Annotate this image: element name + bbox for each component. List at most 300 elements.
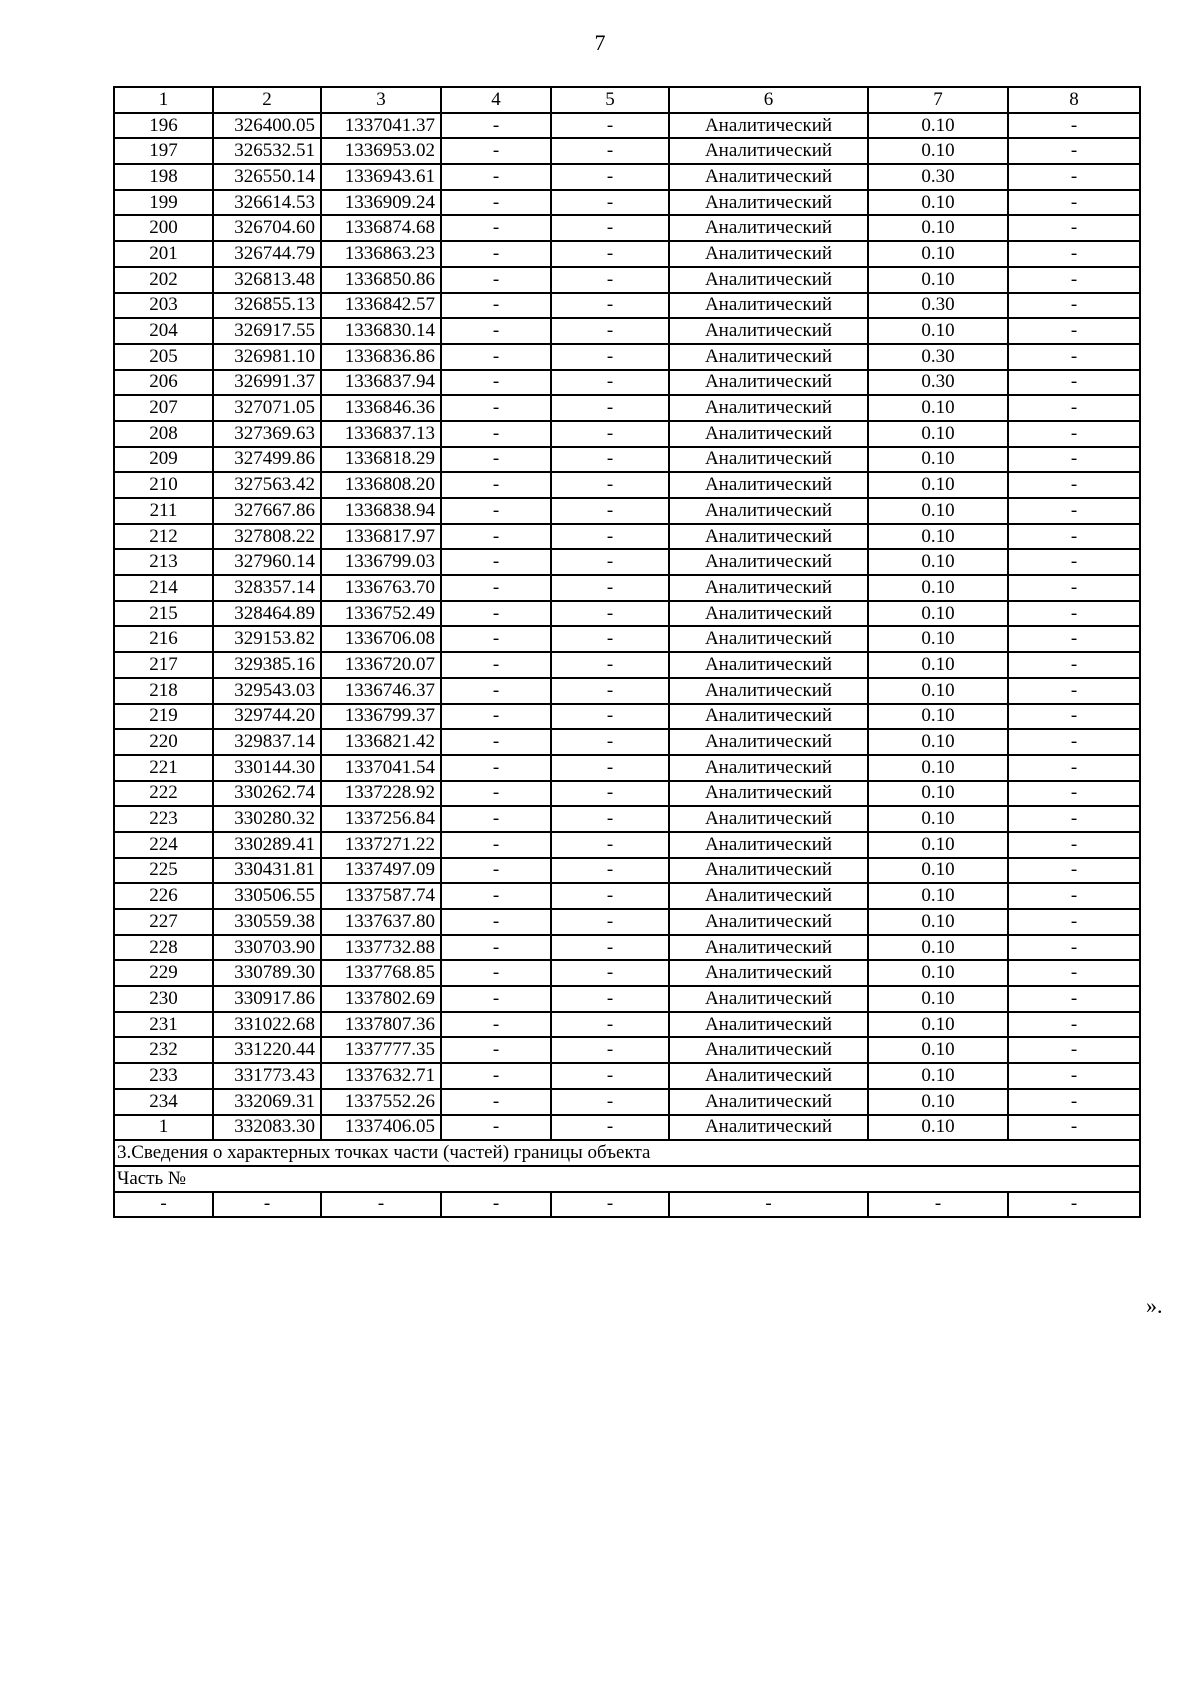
table-cell: -: [551, 729, 669, 755]
table-cell: 7: [868, 87, 1008, 113]
table-cell: 330262.74: [213, 781, 321, 807]
table-cell: 219: [114, 704, 213, 730]
table-cell: Аналитический: [669, 806, 868, 832]
table-row: [114, 960, 1140, 986]
table-cell: 225: [114, 858, 213, 884]
table-cell: 199: [114, 190, 213, 216]
table-cell: -: [551, 755, 669, 781]
table-cell: 1336874.68: [321, 215, 441, 241]
table-cell: 1337807.36: [321, 1012, 441, 1038]
table-cell: Аналитический: [669, 318, 868, 344]
table-cell: 0.30: [868, 164, 1008, 190]
table-cell: 1336850.86: [321, 267, 441, 293]
table-cell: 231: [114, 1012, 213, 1038]
table-cell: -: [441, 190, 551, 216]
table-cell: 330289.41: [213, 832, 321, 858]
section-title-row: [114, 1140, 1140, 1166]
table-cell: 329385.16: [213, 652, 321, 678]
table-cell: -: [1008, 138, 1140, 164]
table-cell: -: [551, 318, 669, 344]
table-cell: 1336830.14: [321, 318, 441, 344]
table-row: [114, 190, 1140, 216]
table-row: [114, 986, 1140, 1012]
table-cell: 0.10: [868, 909, 1008, 935]
section-title-row-text: 3.Сведения о характерных точках части (частей) границы объекта: [114, 1140, 1140, 1166]
table-cell: 0.10: [868, 1089, 1008, 1115]
table-cell: -: [551, 524, 669, 550]
table-cell: -: [551, 652, 669, 678]
table-cell: -: [441, 113, 551, 139]
table-row: [114, 1063, 1140, 1089]
coordinates-table: [113, 86, 1141, 1218]
table-cell: Аналитический: [669, 370, 868, 396]
table-cell: -: [551, 472, 669, 498]
table-cell: -: [1008, 344, 1140, 370]
table-cell: -: [551, 498, 669, 524]
table-cell: 327808.22: [213, 524, 321, 550]
table-cell: 228: [114, 935, 213, 961]
table-cell: -: [441, 678, 551, 704]
table-cell: -: [551, 293, 669, 319]
table-cell: 1336836.86: [321, 344, 441, 370]
table-cell: -: [551, 215, 669, 241]
table-cell: 0.10: [868, 781, 1008, 807]
table-cell: 326917.55: [213, 318, 321, 344]
table-cell: Аналитический: [669, 472, 868, 498]
table-cell: -: [1008, 1037, 1140, 1063]
table-cell: -: [1008, 370, 1140, 396]
table-cell: -: [1008, 421, 1140, 447]
empty-part-row: [114, 1192, 1140, 1218]
table-row: [114, 601, 1140, 627]
table-cell: Аналитический: [669, 344, 868, 370]
table-cell: 208: [114, 421, 213, 447]
table-cell: Аналитический: [669, 395, 868, 421]
table-row: [114, 447, 1140, 473]
table-cell: -: [551, 1063, 669, 1089]
table-cell: 1337228.92: [321, 781, 441, 807]
table-cell: -: [441, 781, 551, 807]
table-cell: -: [551, 395, 669, 421]
table-cell: 2: [213, 87, 321, 113]
table-cell: -: [1008, 678, 1140, 704]
table-cell: -: [441, 395, 551, 421]
table-cell: 329744.20: [213, 704, 321, 730]
table-cell: 232: [114, 1037, 213, 1063]
table-row: [114, 678, 1140, 704]
table-cell: 0.10: [868, 421, 1008, 447]
table-cell: 1336837.13: [321, 421, 441, 447]
table-cell: Аналитический: [669, 909, 868, 935]
table-cell: 0.10: [868, 858, 1008, 884]
table-row: [114, 729, 1140, 755]
table-cell: 1337587.74: [321, 883, 441, 909]
table-cell: -: [1008, 652, 1140, 678]
table-cell: -: [551, 447, 669, 473]
table-cell: Аналитический: [669, 113, 868, 139]
table-cell: 327960.14: [213, 549, 321, 575]
part-label-row: [114, 1166, 1140, 1192]
table-cell: -: [441, 626, 551, 652]
table-cell: 328357.14: [213, 575, 321, 601]
table-cell: Аналитический: [669, 960, 868, 986]
table-cell: -: [114, 1192, 213, 1218]
table-cell: 1336838.94: [321, 498, 441, 524]
table-cell: 0.10: [868, 113, 1008, 139]
table-row: [114, 164, 1140, 190]
table-cell: -: [551, 113, 669, 139]
table-cell: -: [551, 678, 669, 704]
table-row: [114, 267, 1140, 293]
table-cell: 209: [114, 447, 213, 473]
table-cell: 200: [114, 215, 213, 241]
table-row: [114, 498, 1140, 524]
table-cell: -: [441, 215, 551, 241]
table-cell: 1336842.57: [321, 293, 441, 319]
table-cell: Аналитический: [669, 858, 868, 884]
table-row: [114, 318, 1140, 344]
table-cell: -: [1008, 575, 1140, 601]
table-cell: -: [441, 293, 551, 319]
table-cell: 1336817.97: [321, 524, 441, 550]
table-cell: Аналитический: [669, 1037, 868, 1063]
table-cell: 0.10: [868, 267, 1008, 293]
table-row: [114, 370, 1140, 396]
table-cell: -: [441, 960, 551, 986]
table-cell: 207: [114, 395, 213, 421]
table-cell: 332069.31: [213, 1089, 321, 1115]
table-cell: -: [551, 267, 669, 293]
table-cell: 329153.82: [213, 626, 321, 652]
table-cell: 1336909.24: [321, 190, 441, 216]
table-cell: Аналитический: [669, 1063, 868, 1089]
table-cell: -: [441, 421, 551, 447]
table-cell: -: [441, 986, 551, 1012]
table-cell: -: [1008, 293, 1140, 319]
table-cell: Аналитический: [669, 164, 868, 190]
table-row: [114, 344, 1140, 370]
table-cell: 1336720.07: [321, 652, 441, 678]
table-cell: Аналитический: [669, 729, 868, 755]
table-cell: -: [1008, 1115, 1140, 1141]
table-cell: 206: [114, 370, 213, 396]
table-cell: 326991.37: [213, 370, 321, 396]
table-cell: -: [441, 370, 551, 396]
table-cell: Аналитический: [669, 524, 868, 550]
table-row: [114, 909, 1140, 935]
table-cell: -: [441, 704, 551, 730]
table-cell: -: [551, 909, 669, 935]
table-header-row: [114, 87, 1140, 113]
table-cell: Аналитический: [669, 935, 868, 961]
table-cell: -: [441, 318, 551, 344]
table-cell: 1337497.09: [321, 858, 441, 884]
table-cell: 6: [669, 87, 868, 113]
table-cell: Аналитический: [669, 190, 868, 216]
table-cell: -: [551, 601, 669, 627]
table-cell: 220: [114, 729, 213, 755]
table-cell: -: [1008, 883, 1140, 909]
table-cell: Аналитический: [669, 678, 868, 704]
table-row: [114, 755, 1140, 781]
table-cell: 0.10: [868, 986, 1008, 1012]
table-cell: 213: [114, 549, 213, 575]
table-cell: -: [551, 960, 669, 986]
table-cell: -: [551, 421, 669, 447]
table-row: [114, 113, 1140, 139]
table-row: [114, 472, 1140, 498]
table-cell: 216: [114, 626, 213, 652]
table-cell: -: [441, 806, 551, 832]
table-cell: -: [1008, 113, 1140, 139]
table-cell: 1: [114, 87, 213, 113]
table-cell: 3: [321, 87, 441, 113]
table-cell: 196: [114, 113, 213, 139]
table-cell: 1336846.36: [321, 395, 441, 421]
table-cell: -: [441, 883, 551, 909]
table-cell: 329837.14: [213, 729, 321, 755]
table-cell: 203: [114, 293, 213, 319]
table-cell: 0.10: [868, 447, 1008, 473]
table-cell: 1336808.20: [321, 472, 441, 498]
table-cell: -: [669, 1192, 868, 1218]
table-cell: 0.10: [868, 652, 1008, 678]
table-cell: 222: [114, 781, 213, 807]
table-cell: -: [1008, 549, 1140, 575]
table-cell: Аналитический: [669, 781, 868, 807]
table-cell: -: [551, 626, 669, 652]
table-cell: 0.10: [868, 318, 1008, 344]
table-cell: 1337041.54: [321, 755, 441, 781]
table-cell: 0.10: [868, 524, 1008, 550]
table-cell: 0.10: [868, 755, 1008, 781]
table-cell: 1336763.70: [321, 575, 441, 601]
table-cell: -: [1008, 395, 1140, 421]
table-cell: -: [441, 1115, 551, 1141]
table-cell: -: [1008, 601, 1140, 627]
table-cell: 0.10: [868, 395, 1008, 421]
table-cell: -: [551, 781, 669, 807]
table-cell: -: [441, 549, 551, 575]
table-cell: Аналитический: [669, 883, 868, 909]
table-cell: 0.30: [868, 293, 1008, 319]
table-cell: -: [1008, 1089, 1140, 1115]
table-cell: 210: [114, 472, 213, 498]
table-cell: 0.30: [868, 370, 1008, 396]
table-cell: 1337041.37: [321, 113, 441, 139]
table-cell: 1336943.61: [321, 164, 441, 190]
table-cell: Аналитический: [669, 1115, 868, 1141]
table-cell: 327071.05: [213, 395, 321, 421]
table-row: [114, 781, 1140, 807]
table-row: [114, 575, 1140, 601]
table-cell: 0.10: [868, 190, 1008, 216]
table-cell: 326704.60: [213, 215, 321, 241]
table-cell: 330144.30: [213, 755, 321, 781]
table-cell: 330917.86: [213, 986, 321, 1012]
table-cell: Аналитический: [669, 293, 868, 319]
table-row: [114, 832, 1140, 858]
table-row: [114, 1037, 1140, 1063]
table-cell: -: [551, 138, 669, 164]
table-cell: 331773.43: [213, 1063, 321, 1089]
table-cell: Аналитический: [669, 267, 868, 293]
table-cell: 223: [114, 806, 213, 832]
table-row: [114, 704, 1140, 730]
closing-quote-mark: ».: [1146, 1293, 1163, 1318]
table-cell: -: [441, 267, 551, 293]
table-cell: -: [1008, 164, 1140, 190]
table-cell: 1337732.88: [321, 935, 441, 961]
table-cell: -: [551, 549, 669, 575]
table-row: [114, 858, 1140, 884]
table-cell: Аналитический: [669, 215, 868, 241]
table-cell: 327563.42: [213, 472, 321, 498]
table-cell: -: [321, 1192, 441, 1218]
table-cell: -: [441, 652, 551, 678]
table-cell: -: [1008, 755, 1140, 781]
table-cell: 326532.51: [213, 138, 321, 164]
table-cell: -: [1008, 1012, 1140, 1038]
table-cell: -: [1008, 858, 1140, 884]
table-cell: 1336863.23: [321, 241, 441, 267]
table-cell: Аналитический: [669, 1089, 868, 1115]
table-cell: 1337632.71: [321, 1063, 441, 1089]
table-cell: 215: [114, 601, 213, 627]
table-cell: Аналитический: [669, 575, 868, 601]
table-cell: -: [1008, 215, 1140, 241]
table-cell: 227: [114, 909, 213, 935]
table-cell: 201: [114, 241, 213, 267]
table-cell: 0.10: [868, 575, 1008, 601]
table-cell: 1337256.84: [321, 806, 441, 832]
table-cell: 328464.89: [213, 601, 321, 627]
table-cell: 1336821.42: [321, 729, 441, 755]
table-cell: -: [1008, 498, 1140, 524]
table-cell: 0.10: [868, 1012, 1008, 1038]
table-cell: 332083.30: [213, 1115, 321, 1141]
table-cell: 327667.86: [213, 498, 321, 524]
table-cell: -: [1008, 1063, 1140, 1089]
table-cell: 0.10: [868, 832, 1008, 858]
table-cell: 0.10: [868, 1063, 1008, 1089]
table-cell: 202: [114, 267, 213, 293]
table-cell: Аналитический: [669, 986, 868, 1012]
table-cell: 326855.13: [213, 293, 321, 319]
table-cell: 0.10: [868, 472, 1008, 498]
table-cell: 1337802.69: [321, 986, 441, 1012]
table-cell: 218: [114, 678, 213, 704]
table-cell: -: [551, 858, 669, 884]
table-row: [114, 1089, 1140, 1115]
table-row: [114, 215, 1140, 241]
table-cell: -: [1008, 986, 1140, 1012]
table-cell: 326981.10: [213, 344, 321, 370]
table-cell: -: [441, 1037, 551, 1063]
table-cell: 1337406.05: [321, 1115, 441, 1141]
table-cell: 327499.86: [213, 447, 321, 473]
table-cell: 330559.38: [213, 909, 321, 935]
table-cell: 0.10: [868, 601, 1008, 627]
part-label-row-text: Часть №: [114, 1166, 1140, 1192]
table-cell: Аналитический: [669, 241, 868, 267]
table-cell: 217: [114, 652, 213, 678]
table-cell: 233: [114, 1063, 213, 1089]
table-cell: 326744.79: [213, 241, 321, 267]
table-cell: 5: [551, 87, 669, 113]
table-row: [114, 421, 1140, 447]
table-cell: 198: [114, 164, 213, 190]
table-row: [114, 549, 1140, 575]
table-cell: 1336818.29: [321, 447, 441, 473]
table-cell: -: [551, 1037, 669, 1063]
table-cell: -: [1008, 704, 1140, 730]
table-row: [114, 395, 1140, 421]
table-cell: -: [441, 1089, 551, 1115]
table-cell: 1: [114, 1115, 213, 1141]
table-cell: 0.10: [868, 729, 1008, 755]
table-cell: -: [1008, 935, 1140, 961]
table-cell: -: [441, 601, 551, 627]
table-cell: -: [441, 1012, 551, 1038]
table-row: [114, 524, 1140, 550]
table-cell: -: [551, 1012, 669, 1038]
table-cell: -: [551, 1115, 669, 1141]
table-cell: Аналитический: [669, 832, 868, 858]
table-cell: -: [1008, 318, 1140, 344]
table-cell: -: [441, 447, 551, 473]
table-cell: Аналитический: [669, 652, 868, 678]
table-cell: -: [1008, 729, 1140, 755]
table-cell: 197: [114, 138, 213, 164]
table-cell: 327369.63: [213, 421, 321, 447]
table-cell: Аналитический: [669, 601, 868, 627]
table-row: [114, 1012, 1140, 1038]
table-row: [114, 241, 1140, 267]
table-cell: -: [551, 883, 669, 909]
table-cell: -: [441, 138, 551, 164]
table-cell: 1337777.35: [321, 1037, 441, 1063]
table-cell: 8: [1008, 87, 1140, 113]
table-cell: 0.10: [868, 498, 1008, 524]
table-cell: -: [441, 832, 551, 858]
table-cell: -: [441, 498, 551, 524]
table-cell: 1336706.08: [321, 626, 441, 652]
table-cell: -: [551, 575, 669, 601]
table-cell: -: [1008, 960, 1140, 986]
table-cell: Аналитический: [669, 138, 868, 164]
table-cell: -: [1008, 909, 1140, 935]
table-cell: 326614.53: [213, 190, 321, 216]
table-cell: 1336799.37: [321, 704, 441, 730]
table-cell: -: [551, 190, 669, 216]
table-cell: Аналитический: [669, 626, 868, 652]
table-cell: 1336746.37: [321, 678, 441, 704]
table-cell: -: [441, 858, 551, 884]
table-cell: -: [551, 1089, 669, 1115]
table-cell: 329543.03: [213, 678, 321, 704]
table-cell: 224: [114, 832, 213, 858]
table-cell: 326550.14: [213, 164, 321, 190]
table-cell: -: [1008, 241, 1140, 267]
table-cell: 1336953.02: [321, 138, 441, 164]
table-cell: -: [441, 164, 551, 190]
table-row: [114, 626, 1140, 652]
page-number: 7: [594, 30, 606, 55]
table-cell: 326813.48: [213, 267, 321, 293]
table-cell: Аналитический: [669, 1012, 868, 1038]
table-cell: 330789.30: [213, 960, 321, 986]
